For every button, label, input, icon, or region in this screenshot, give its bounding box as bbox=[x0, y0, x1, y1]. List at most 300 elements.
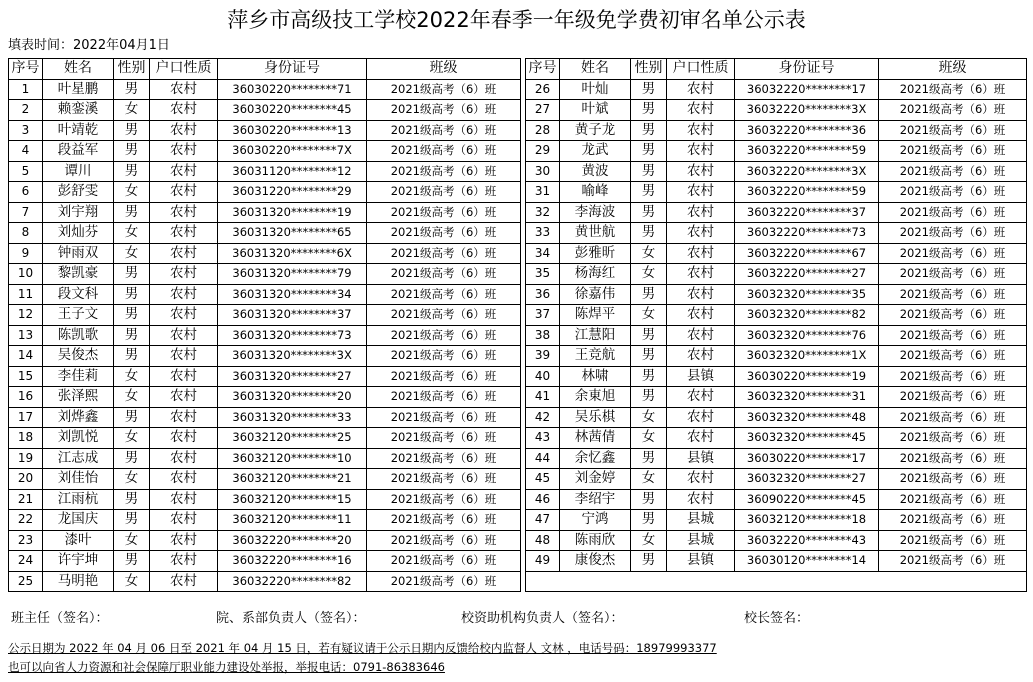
hukou-cell: 农村 bbox=[150, 161, 218, 182]
student-roster-table bbox=[8, 58, 1027, 592]
name-cell: 杨海红 bbox=[560, 264, 631, 285]
seq-cell: 16 bbox=[9, 387, 43, 408]
hukou-cell: 农村 bbox=[667, 223, 735, 244]
id-number-cell: 36030220********71 bbox=[218, 79, 367, 100]
seq-cell: 20 bbox=[9, 469, 43, 490]
header-id-number: 身份证号 bbox=[218, 59, 367, 80]
hukou-cell: 农村 bbox=[150, 325, 218, 346]
seq-cell: 4 bbox=[9, 141, 43, 162]
class-cell: 2021级高考（6）班 bbox=[879, 202, 1027, 223]
name-cell: 宁鸿 bbox=[560, 510, 631, 531]
name-cell: 余忆鑫 bbox=[560, 448, 631, 469]
class-cell: 2021级高考（6）班 bbox=[879, 223, 1027, 244]
class-cell: 2021级高考（6）班 bbox=[367, 223, 521, 244]
hukou-cell: 农村 bbox=[150, 407, 218, 428]
name-cell: 陈焊平 bbox=[560, 305, 631, 326]
hukou-cell: 县城 bbox=[667, 530, 735, 551]
sex-cell: 女 bbox=[114, 428, 150, 449]
class-cell: 2021级高考（6）班 bbox=[367, 530, 521, 551]
class-cell: 2021级高考（6）班 bbox=[879, 551, 1027, 572]
name-cell: 林啸 bbox=[560, 366, 631, 387]
hukou-cell: 农村 bbox=[150, 428, 218, 449]
class-cell: 2021级高考（6）班 bbox=[879, 448, 1027, 469]
name-cell: 林茜倩 bbox=[560, 428, 631, 449]
name-cell: 段文科 bbox=[43, 284, 114, 305]
hukou-cell: 农村 bbox=[667, 120, 735, 141]
class-cell: 2021级高考（6）班 bbox=[367, 243, 521, 264]
sex-cell: 男 bbox=[114, 510, 150, 531]
hukou-cell: 农村 bbox=[150, 284, 218, 305]
sex-cell: 女 bbox=[114, 571, 150, 592]
seq-cell: 28 bbox=[526, 120, 560, 141]
name-cell: 喻峰 bbox=[560, 182, 631, 203]
hukou-cell: 农村 bbox=[150, 510, 218, 531]
sex-cell: 男 bbox=[631, 448, 667, 469]
seq-cell: 14 bbox=[9, 346, 43, 367]
aid-office-signature-label: 校资助机构负责人（签名）： bbox=[461, 611, 624, 626]
id-number-cell: 36032220********37 bbox=[735, 202, 879, 223]
hukou-cell: 农村 bbox=[150, 182, 218, 203]
seq-cell: 5 bbox=[9, 161, 43, 182]
sex-cell: 男 bbox=[114, 325, 150, 346]
table-row bbox=[9, 366, 1027, 387]
header-class: 班级 bbox=[367, 59, 521, 80]
id-number-cell: 36032220********73 bbox=[735, 223, 879, 244]
hukou-cell: 农村 bbox=[150, 223, 218, 244]
seq-cell: 36 bbox=[526, 284, 560, 305]
class-cell: 2021级高考（6）班 bbox=[367, 325, 521, 346]
id-number-cell: 36030220********7X bbox=[218, 141, 367, 162]
sex-cell: 男 bbox=[631, 325, 667, 346]
header-name: 姓名 bbox=[43, 59, 114, 80]
class-cell: 2021级高考（6）班 bbox=[367, 202, 521, 223]
table-row bbox=[9, 510, 1027, 531]
seq-cell: 47 bbox=[526, 510, 560, 531]
id-number-cell: 36031320********34 bbox=[218, 284, 367, 305]
sex-cell: 男 bbox=[114, 264, 150, 285]
name-cell: 李佳莉 bbox=[43, 366, 114, 387]
id-number-cell: 36032320********1X bbox=[735, 346, 879, 367]
sex-cell: 男 bbox=[114, 161, 150, 182]
class-cell: 2021级高考（6）班 bbox=[879, 243, 1027, 264]
name-cell: 黄子龙 bbox=[560, 120, 631, 141]
name-cell: 王子文 bbox=[43, 305, 114, 326]
sex-cell: 女 bbox=[631, 530, 667, 551]
seq-cell: 39 bbox=[526, 346, 560, 367]
name-cell: 刘灿芬 bbox=[43, 223, 114, 244]
header-seq: 序号 bbox=[9, 59, 43, 80]
hukou-cell: 农村 bbox=[150, 264, 218, 285]
seq-cell: 44 bbox=[526, 448, 560, 469]
id-number-cell: 36032220********59 bbox=[735, 141, 879, 162]
seq-cell: 24 bbox=[9, 551, 43, 572]
seq-cell: 42 bbox=[526, 407, 560, 428]
name-cell: 叶斌 bbox=[560, 100, 631, 121]
name-cell: 赖銮溪 bbox=[43, 100, 114, 121]
id-number-cell: 36030220********13 bbox=[218, 120, 367, 141]
class-cell: 2021级高考（6）班 bbox=[367, 510, 521, 531]
sex-cell: 女 bbox=[631, 469, 667, 490]
name-cell: 李绍宇 bbox=[560, 489, 631, 510]
sex-cell: 男 bbox=[631, 182, 667, 203]
hukou-cell: 农村 bbox=[667, 346, 735, 367]
name-cell: 刘佳怡 bbox=[43, 469, 114, 490]
sex-cell: 男 bbox=[114, 284, 150, 305]
sex-cell: 女 bbox=[631, 264, 667, 285]
principal-signature-label: 校长签名： bbox=[744, 611, 810, 626]
class-cell: 2021级高考（6）班 bbox=[879, 161, 1027, 182]
sex-cell: 女 bbox=[631, 305, 667, 326]
header-hukou: 户口性质 bbox=[667, 59, 735, 80]
id-number-cell: 36032220********3X bbox=[735, 161, 879, 182]
empty-filler-cell bbox=[526, 571, 1027, 592]
table-row bbox=[9, 79, 1027, 100]
hukou-cell: 农村 bbox=[667, 79, 735, 100]
header-name: 姓名 bbox=[560, 59, 631, 80]
class-cell: 2021级高考（6）班 bbox=[367, 571, 521, 592]
seq-cell: 32 bbox=[526, 202, 560, 223]
id-number-cell: 36032320********35 bbox=[735, 284, 879, 305]
name-cell: 江慧阳 bbox=[560, 325, 631, 346]
seq-cell: 3 bbox=[9, 120, 43, 141]
hukou-cell: 农村 bbox=[150, 551, 218, 572]
id-number-cell: 36032220********3X bbox=[735, 100, 879, 121]
sex-cell: 男 bbox=[631, 161, 667, 182]
id-number-cell: 36031320********37 bbox=[218, 305, 367, 326]
seq-cell: 25 bbox=[9, 571, 43, 592]
id-number-cell: 36030220********17 bbox=[735, 448, 879, 469]
name-cell: 谭川 bbox=[43, 161, 114, 182]
id-number-cell: 36032120********15 bbox=[218, 489, 367, 510]
name-cell: 刘凯悦 bbox=[43, 428, 114, 449]
class-cell: 2021级高考（6）班 bbox=[879, 284, 1027, 305]
class-cell: 2021级高考（6）班 bbox=[879, 530, 1027, 551]
hukou-cell: 农村 bbox=[667, 182, 735, 203]
name-cell: 刘烨鑫 bbox=[43, 407, 114, 428]
fill-date: 填表时间：2022年04月1日 bbox=[8, 38, 170, 53]
class-cell: 2021级高考（6）班 bbox=[879, 141, 1027, 162]
class-cell: 2021级高考（6）班 bbox=[879, 264, 1027, 285]
hukou-cell: 农村 bbox=[150, 141, 218, 162]
name-cell: 马明艳 bbox=[43, 571, 114, 592]
table-row bbox=[9, 305, 1027, 326]
name-cell: 吴乐棋 bbox=[560, 407, 631, 428]
id-number-cell: 36032120********11 bbox=[218, 510, 367, 531]
hukou-cell: 农村 bbox=[667, 428, 735, 449]
name-cell: 叶灿 bbox=[560, 79, 631, 100]
class-cell: 2021级高考（6）班 bbox=[879, 100, 1027, 121]
header-hukou: 户口性质 bbox=[150, 59, 218, 80]
sex-cell: 男 bbox=[631, 387, 667, 408]
seq-cell: 11 bbox=[9, 284, 43, 305]
class-cell: 2021级高考（6）班 bbox=[879, 182, 1027, 203]
id-number-cell: 36031320********27 bbox=[218, 366, 367, 387]
class-cell: 2021级高考（6）班 bbox=[367, 366, 521, 387]
seq-cell: 9 bbox=[9, 243, 43, 264]
head-teacher-signature-label: 班主任（签名）： bbox=[11, 611, 109, 626]
table-row bbox=[9, 243, 1027, 264]
class-cell: 2021级高考（6）班 bbox=[879, 79, 1027, 100]
sex-cell: 女 bbox=[114, 223, 150, 244]
hukou-cell: 农村 bbox=[667, 100, 735, 121]
name-cell: 龙国庆 bbox=[43, 510, 114, 531]
seq-cell: 27 bbox=[526, 100, 560, 121]
header-class: 班级 bbox=[879, 59, 1027, 80]
report-notice: 也可以向省人力资源和社会保障厅职业能力建设处举报，举报电话：0791-86383646 bbox=[8, 660, 445, 674]
class-cell: 2021级高考（6）班 bbox=[367, 428, 521, 449]
table-row bbox=[9, 571, 1027, 592]
table-row bbox=[9, 100, 1027, 121]
table-row bbox=[9, 182, 1027, 203]
seq-cell: 19 bbox=[9, 448, 43, 469]
seq-cell: 33 bbox=[526, 223, 560, 244]
id-number-cell: 36031320********19 bbox=[218, 202, 367, 223]
hukou-cell: 农村 bbox=[150, 79, 218, 100]
hukou-cell: 农村 bbox=[667, 264, 735, 285]
name-cell: 彭雅昕 bbox=[560, 243, 631, 264]
hukou-cell: 农村 bbox=[150, 120, 218, 141]
seq-cell: 48 bbox=[526, 530, 560, 551]
sex-cell: 男 bbox=[114, 551, 150, 572]
id-number-cell: 36090220********45 bbox=[735, 489, 879, 510]
id-number-cell: 36032320********48 bbox=[735, 407, 879, 428]
seq-cell: 10 bbox=[9, 264, 43, 285]
id-number-cell: 36032120********21 bbox=[218, 469, 367, 490]
seq-cell: 29 bbox=[526, 141, 560, 162]
hukou-cell: 农村 bbox=[150, 243, 218, 264]
sex-cell: 女 bbox=[631, 407, 667, 428]
sex-cell: 男 bbox=[114, 120, 150, 141]
seq-cell: 17 bbox=[9, 407, 43, 428]
name-cell: 王竞航 bbox=[560, 346, 631, 367]
hukou-cell: 农村 bbox=[150, 100, 218, 121]
class-cell: 2021级高考（6）班 bbox=[367, 284, 521, 305]
id-number-cell: 36032320********76 bbox=[735, 325, 879, 346]
header-sex: 性别 bbox=[631, 59, 667, 80]
hukou-cell: 县镇 bbox=[667, 366, 735, 387]
class-cell: 2021级高考（6）班 bbox=[367, 346, 521, 367]
id-number-cell: 36031320********20 bbox=[218, 387, 367, 408]
publicity-notice: 公示日期为 2022 年 04 月 06 日至 2021 年 04 月 15 日，若有疑议请于公示日期内反馈给校内监督人 文林 ，电话号码：18979993377 bbox=[8, 641, 717, 655]
id-number-cell: 36031320********73 bbox=[218, 325, 367, 346]
class-cell: 2021级高考（6）班 bbox=[879, 469, 1027, 490]
sex-cell: 男 bbox=[631, 141, 667, 162]
id-number-cell: 36032320********82 bbox=[735, 305, 879, 326]
department-head-signature-label: 院、系部负责人（签名）： bbox=[216, 611, 366, 626]
sex-cell: 女 bbox=[114, 243, 150, 264]
table-row bbox=[9, 284, 1027, 305]
hukou-cell: 农村 bbox=[667, 243, 735, 264]
sex-cell: 男 bbox=[631, 346, 667, 367]
table-row bbox=[9, 448, 1027, 469]
name-cell: 李海波 bbox=[560, 202, 631, 223]
seq-cell: 35 bbox=[526, 264, 560, 285]
id-number-cell: 36031320********65 bbox=[218, 223, 367, 244]
name-cell: 叶星鹏 bbox=[43, 79, 114, 100]
id-number-cell: 36031320********6X bbox=[218, 243, 367, 264]
id-number-cell: 36031320********33 bbox=[218, 407, 367, 428]
id-number-cell: 36032120********25 bbox=[218, 428, 367, 449]
id-number-cell: 36032220********59 bbox=[735, 182, 879, 203]
seq-cell: 21 bbox=[9, 489, 43, 510]
table-row bbox=[9, 161, 1027, 182]
sex-cell: 男 bbox=[114, 141, 150, 162]
name-cell: 江志成 bbox=[43, 448, 114, 469]
name-cell: 吴俊杰 bbox=[43, 346, 114, 367]
id-number-cell: 36032220********36 bbox=[735, 120, 879, 141]
sex-cell: 男 bbox=[631, 202, 667, 223]
seq-cell: 38 bbox=[526, 325, 560, 346]
id-number-cell: 36032220********16 bbox=[218, 551, 367, 572]
name-cell: 黄波 bbox=[560, 161, 631, 182]
name-cell: 余東旭 bbox=[560, 387, 631, 408]
seq-cell: 23 bbox=[9, 530, 43, 551]
name-cell: 刘金婷 bbox=[560, 469, 631, 490]
table-row bbox=[9, 120, 1027, 141]
name-cell: 龙武 bbox=[560, 141, 631, 162]
class-cell: 2021级高考（6）班 bbox=[367, 489, 521, 510]
class-cell: 2021级高考（6）班 bbox=[879, 366, 1027, 387]
hukou-cell: 农村 bbox=[150, 489, 218, 510]
table-row bbox=[9, 264, 1027, 285]
seq-cell: 30 bbox=[526, 161, 560, 182]
name-cell: 陈凯歌 bbox=[43, 325, 114, 346]
seq-cell: 1 bbox=[9, 79, 43, 100]
table-row bbox=[9, 223, 1027, 244]
hukou-cell: 农村 bbox=[150, 202, 218, 223]
id-number-cell: 36032120********18 bbox=[735, 510, 879, 531]
page-title: 萍乡市高级技工学校2022年春季一年级免学费初审名单公示表 bbox=[227, 8, 806, 32]
sex-cell: 男 bbox=[114, 202, 150, 223]
table-row bbox=[9, 407, 1027, 428]
name-cell: 徐嘉伟 bbox=[560, 284, 631, 305]
id-number-cell: 36031220********29 bbox=[218, 182, 367, 203]
seq-cell: 45 bbox=[526, 469, 560, 490]
header-seq: 序号 bbox=[526, 59, 560, 80]
sex-cell: 女 bbox=[114, 366, 150, 387]
hukou-cell: 农村 bbox=[150, 305, 218, 326]
sex-cell: 男 bbox=[631, 284, 667, 305]
seq-cell: 18 bbox=[9, 428, 43, 449]
sex-cell: 女 bbox=[114, 469, 150, 490]
class-cell: 2021级高考（6）班 bbox=[367, 120, 521, 141]
id-number-cell: 36032220********27 bbox=[735, 264, 879, 285]
hukou-cell: 农村 bbox=[150, 387, 218, 408]
sex-cell: 男 bbox=[114, 79, 150, 100]
hukou-cell: 农村 bbox=[667, 141, 735, 162]
seq-cell: 37 bbox=[526, 305, 560, 326]
sex-cell: 男 bbox=[631, 551, 667, 572]
class-cell: 2021级高考（6）班 bbox=[367, 182, 521, 203]
seq-cell: 46 bbox=[526, 489, 560, 510]
hukou-cell: 农村 bbox=[667, 305, 735, 326]
hukou-cell: 农村 bbox=[150, 366, 218, 387]
sex-cell: 男 bbox=[631, 510, 667, 531]
id-number-cell: 36032220********17 bbox=[735, 79, 879, 100]
table-row bbox=[9, 530, 1027, 551]
id-number-cell: 36032220********82 bbox=[218, 571, 367, 592]
table-row bbox=[9, 325, 1027, 346]
seq-cell: 40 bbox=[526, 366, 560, 387]
name-cell: 黄世航 bbox=[560, 223, 631, 244]
sex-cell: 男 bbox=[631, 100, 667, 121]
id-number-cell: 36032320********45 bbox=[735, 428, 879, 449]
table-row bbox=[9, 141, 1027, 162]
class-cell: 2021级高考（6）班 bbox=[367, 305, 521, 326]
hukou-cell: 农村 bbox=[150, 571, 218, 592]
sex-cell: 女 bbox=[114, 387, 150, 408]
hukou-cell: 县镇 bbox=[667, 448, 735, 469]
class-cell: 2021级高考（6）班 bbox=[367, 79, 521, 100]
seq-cell: 12 bbox=[9, 305, 43, 326]
table-row bbox=[9, 346, 1027, 367]
sex-cell: 女 bbox=[114, 182, 150, 203]
id-number-cell: 36032220********43 bbox=[735, 530, 879, 551]
table-row bbox=[9, 489, 1027, 510]
class-cell: 2021级高考（6）班 bbox=[879, 407, 1027, 428]
seq-cell: 41 bbox=[526, 387, 560, 408]
hukou-cell: 县城 bbox=[667, 510, 735, 531]
id-number-cell: 36031320********3X bbox=[218, 346, 367, 367]
class-cell: 2021级高考（6）班 bbox=[367, 100, 521, 121]
id-number-cell: 36030120********14 bbox=[735, 551, 879, 572]
class-cell: 2021级高考（6）班 bbox=[879, 489, 1027, 510]
table-row bbox=[9, 551, 1027, 572]
hukou-cell: 农村 bbox=[667, 202, 735, 223]
id-number-cell: 36030220********19 bbox=[735, 366, 879, 387]
class-cell: 2021级高考（6）班 bbox=[879, 510, 1027, 531]
seq-cell: 22 bbox=[9, 510, 43, 531]
sex-cell: 女 bbox=[631, 243, 667, 264]
name-cell: 漆叶 bbox=[43, 530, 114, 551]
sex-cell: 女 bbox=[114, 100, 150, 121]
name-cell: 许宇坤 bbox=[43, 551, 114, 572]
name-cell: 叶靖乾 bbox=[43, 120, 114, 141]
table-row bbox=[9, 202, 1027, 223]
class-cell: 2021级高考（6）班 bbox=[367, 141, 521, 162]
seq-cell: 34 bbox=[526, 243, 560, 264]
id-number-cell: 36032320********27 bbox=[735, 469, 879, 490]
sex-cell: 男 bbox=[114, 448, 150, 469]
class-cell: 2021级高考（6）班 bbox=[367, 407, 521, 428]
name-cell: 段益军 bbox=[43, 141, 114, 162]
hukou-cell: 农村 bbox=[150, 448, 218, 469]
sex-cell: 男 bbox=[114, 346, 150, 367]
class-cell: 2021级高考（6）班 bbox=[367, 264, 521, 285]
hukou-cell: 农村 bbox=[150, 346, 218, 367]
table-header-row bbox=[9, 59, 1027, 80]
hukou-cell: 农村 bbox=[667, 489, 735, 510]
hukou-cell: 农村 bbox=[667, 284, 735, 305]
id-number-cell: 36032220********67 bbox=[735, 243, 879, 264]
hukou-cell: 农村 bbox=[150, 530, 218, 551]
hukou-cell: 农村 bbox=[667, 387, 735, 408]
hukou-cell: 农村 bbox=[667, 325, 735, 346]
seq-cell: 6 bbox=[9, 182, 43, 203]
id-number-cell: 36032320********31 bbox=[735, 387, 879, 408]
class-cell: 2021级高考（6）班 bbox=[879, 387, 1027, 408]
class-cell: 2021级高考（6）班 bbox=[367, 551, 521, 572]
id-number-cell: 36032120********10 bbox=[218, 448, 367, 469]
table-row bbox=[9, 387, 1027, 408]
sex-cell: 男 bbox=[631, 120, 667, 141]
id-number-cell: 36031320********79 bbox=[218, 264, 367, 285]
name-cell: 钟雨双 bbox=[43, 243, 114, 264]
seq-cell: 7 bbox=[9, 202, 43, 223]
signature-row bbox=[0, 610, 1033, 628]
hukou-cell: 县镇 bbox=[667, 551, 735, 572]
sex-cell: 男 bbox=[631, 489, 667, 510]
